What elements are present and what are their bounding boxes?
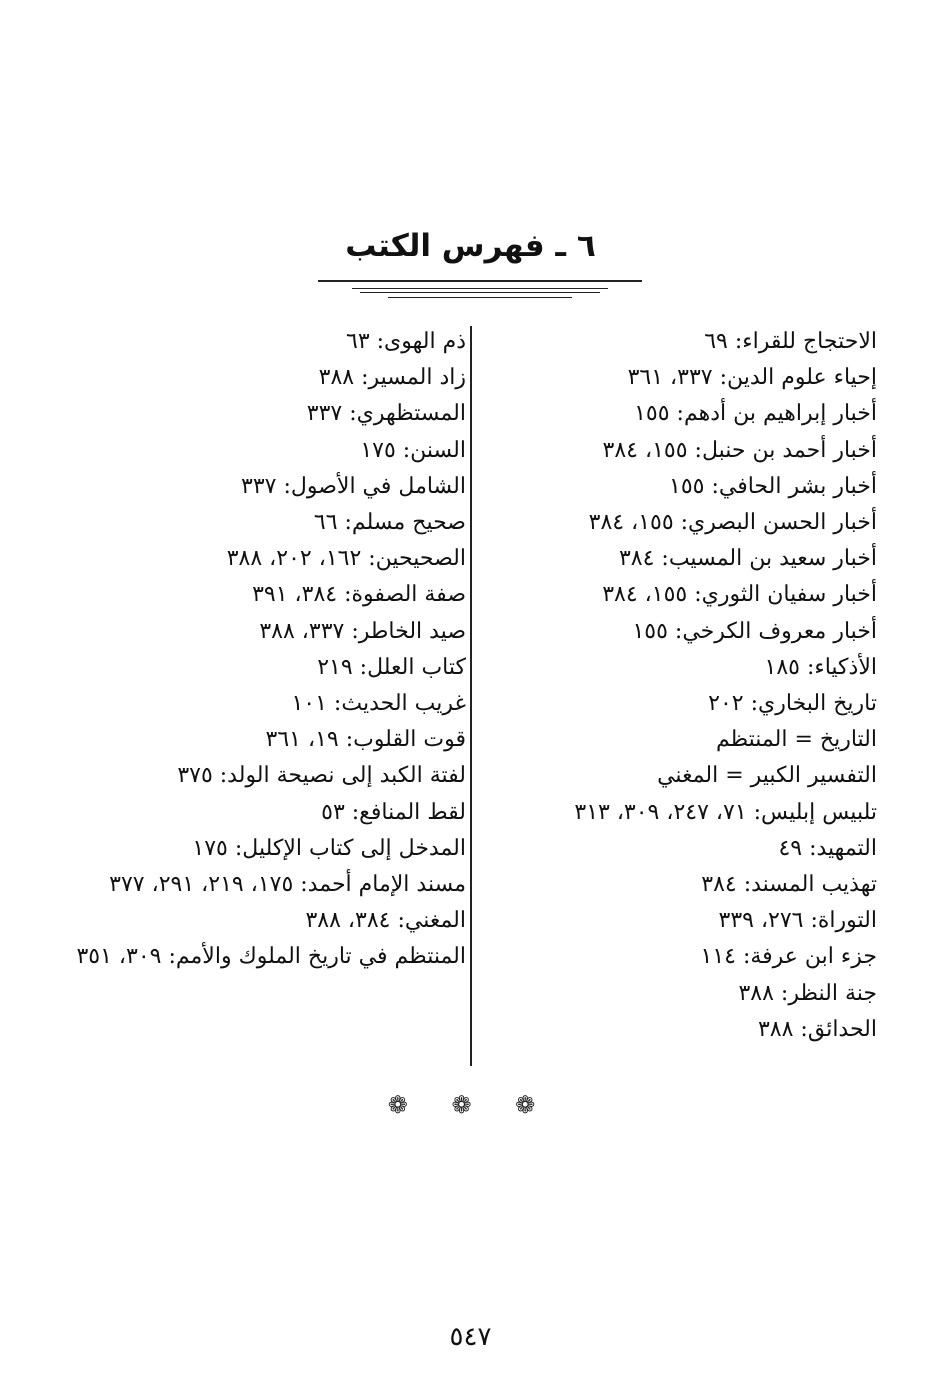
index-entry: السنن: ١٧٥ [360,437,466,463]
column-divider [470,326,472,1066]
index-entry: المستظهري: ٣٣٧ [306,401,466,427]
right-index-column [477,324,877,1048]
index-entry: المدخل إلى كتاب الإكليل: ١٧٥ [192,835,466,861]
title-rule-bottom [388,297,572,298]
index-entry: المنتظم في تاريخ الملوك والأمم: ٣٠٩، ٣٥١ [76,944,466,970]
index-entry: لفتة الكبد إلى نصيحة الولد: ٣٧٥ [177,763,466,789]
index-entry: قوت القلوب: ١٩، ٣٦١ [265,727,466,753]
index-entry: صحيح مسلم: ٦٦ [313,510,466,536]
section-end-ornaments: ❁ ❁ ❁ [387,1091,554,1119]
title-rule-top [318,280,642,282]
index-title: ٦ ـ فهرس الكتب [345,228,596,264]
index-entry: الأذكياء: ١٨٥ [764,654,877,680]
index-entry: التاريخ = المنتظم [715,727,877,753]
index-entry: جنة النظر: ٣٨٨ [738,980,877,1006]
left-index-column [66,324,466,976]
index-entry: صيد الخاطر: ٣٣٧، ٣٨٨ [259,618,466,644]
index-entry: الحدائق: ٣٨٨ [757,1016,877,1042]
title-rule-lower [360,292,600,293]
index-entry: صفة الصفوة: ٣٨٤، ٣٩١ [252,582,466,608]
index-entry: الشامل في الأصول: ٣٣٧ [241,473,466,499]
index-entry: كتاب العلل: ٢١٩ [317,654,466,680]
index-entry: إحياء علوم الدين: ٣٣٧، ٣٦١ [627,365,877,391]
index-entry: أخبار معروف الكرخي: ١٥٥ [632,618,877,644]
index-entry: تاريخ البخاري: ٢٠٢ [708,691,877,717]
index-entry: تهذيب المسند: ٣٨٤ [701,872,877,898]
index-entry: التفسير الكبير = المغني [657,763,877,789]
page-number: ٥٤٧ [449,1322,492,1352]
index-entry: مسند الإمام أحمد: ١٧٥، ٢١٩، ٢٩١، ٣٧٧ [109,872,466,898]
index-entry: غريب الحديث: ١٠١ [291,691,466,717]
index-entry: أخبار أحمد بن حنبل: ١٥٥، ٣٨٤ [602,437,877,463]
index-entry: التمهيد: ٤٩ [778,835,877,861]
title-rule-middle [352,288,608,289]
index-entry: أخبار سعيد بن المسيب: ٣٨٤ [618,546,877,572]
index-entry: تلبيس إبليس: ٧١، ٢٤٧، ٣٠٩، ٣١٣ [574,799,877,825]
index-entry: جزء ابن عرفة: ١١٤ [700,944,877,970]
index-entry: الصحيحين: ١٦٢، ٢٠٢، ٣٨٨ [226,546,466,572]
index-entry: ذم الهوى: ٦٣ [346,329,466,354]
index-entry: لقط المنافع: ٥٣ [321,799,466,825]
index-entry: التوراة: ٢٧٦، ٣٣٩ [718,908,877,934]
index-entry: أخبار الحسن البصري: ١٥٥، ٣٨٤ [588,510,877,536]
index-entry: المغني: ٣٨٤، ٣٨٨ [305,908,466,934]
index-entry: الاحتجاج للقراء: ٦٩ [704,329,877,354]
index-entry: أخبار إبراهيم بن أدهم: ١٥٥ [634,401,877,427]
index-entry: أخبار بشر الحافي: ١٥٥ [669,473,877,499]
index-entry: أخبار سفيان الثوري: ١٥٥، ٣٨٤ [602,582,877,608]
index-entry: زاد المسير: ٣٨٨ [318,365,466,391]
